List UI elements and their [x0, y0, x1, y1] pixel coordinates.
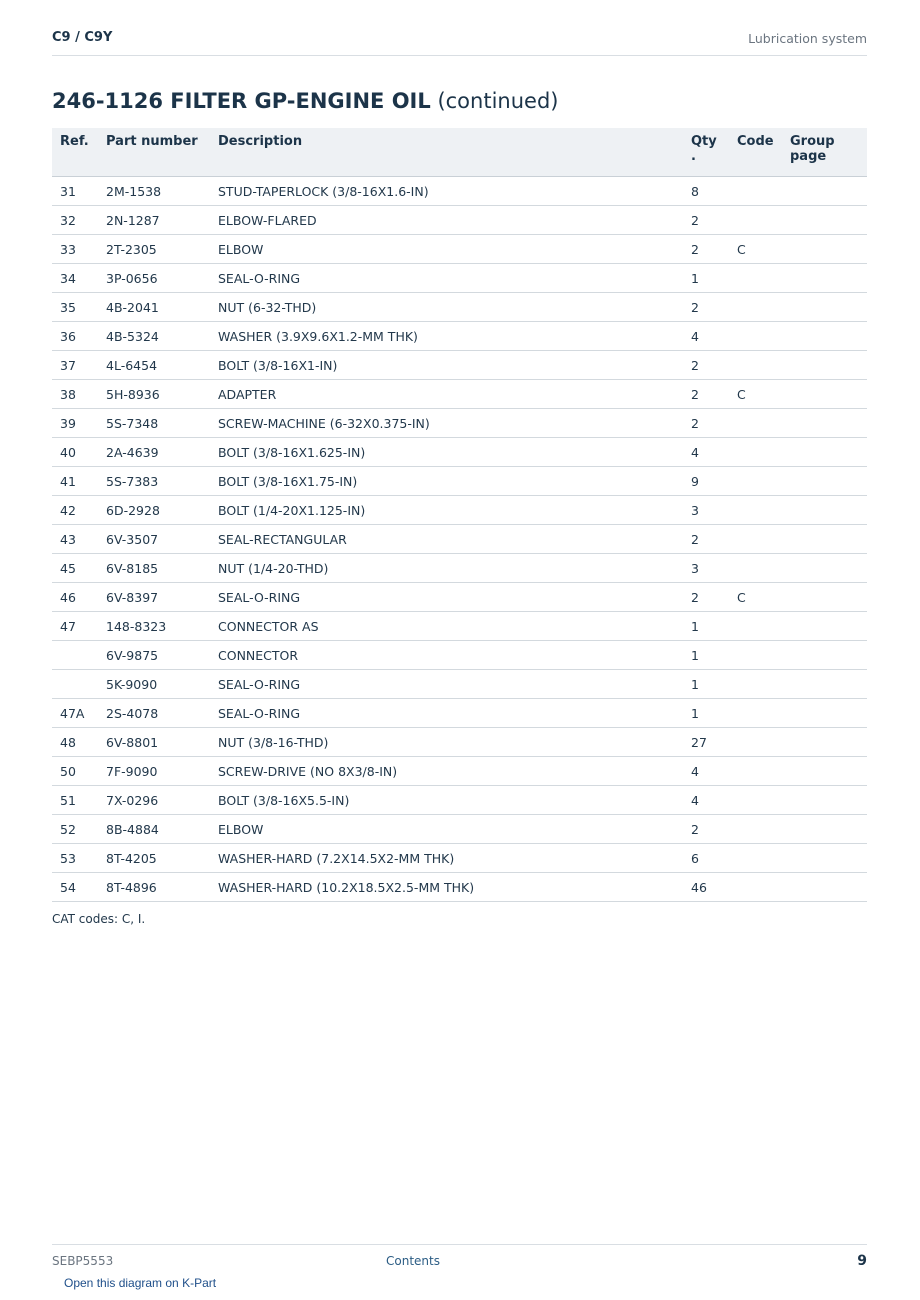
part-number-cell: 8T-4205: [98, 844, 210, 873]
part-number-cell: 5H-8936: [98, 380, 210, 409]
code-cell: [729, 612, 782, 641]
group-page-cell: [782, 351, 867, 380]
group-page-cell: [782, 641, 867, 670]
code-cell: [729, 409, 782, 438]
page-title: [52, 89, 558, 113]
table-row: [52, 351, 867, 380]
group-page-cell: [782, 612, 867, 641]
part-number-cell: 148-8323: [98, 612, 210, 641]
qty-cell: 1: [683, 699, 729, 728]
code-cell: [729, 438, 782, 467]
contents-link[interactable]: Contents: [386, 1254, 440, 1268]
table-row: [52, 438, 867, 467]
table-row: [52, 699, 867, 728]
part-number-cell: 6D-2928: [98, 496, 210, 525]
table-row: [52, 177, 867, 206]
code-cell: [729, 844, 782, 873]
ref-cell: 52: [52, 815, 98, 844]
table-row: [52, 612, 867, 641]
group-page-cell: [782, 670, 867, 699]
group-page-cell: [782, 815, 867, 844]
description-cell: CONNECTOR AS: [210, 612, 683, 641]
qty-cell: 2: [683, 409, 729, 438]
group-page-cell: [782, 177, 867, 206]
table-row: [52, 496, 867, 525]
code-cell: [729, 351, 782, 380]
group-page-cell: [782, 583, 867, 612]
qty-cell: 46: [683, 873, 729, 902]
code-cell: [729, 467, 782, 496]
code-cell: [729, 206, 782, 235]
table-row: [52, 467, 867, 496]
group-page-cell: [782, 438, 867, 467]
part-number-cell: 6V-8185: [98, 554, 210, 583]
ref-cell: 41: [52, 467, 98, 496]
code-cell: [729, 554, 782, 583]
part-number-cell: 2M-1538: [98, 177, 210, 206]
description-cell: ELBOW-FLARED: [210, 206, 683, 235]
qty-cell: 3: [683, 554, 729, 583]
code-cell: [729, 670, 782, 699]
description-cell: NUT (6-32-THD): [210, 293, 683, 322]
group-page-cell: [782, 525, 867, 554]
ref-cell: 39: [52, 409, 98, 438]
group-page-cell: [782, 786, 867, 815]
part-number-cell: 7F-9090: [98, 757, 210, 786]
qty-cell: 2: [683, 351, 729, 380]
ref-cell: 32: [52, 206, 98, 235]
description-cell: BOLT (3/8-16X1.75-IN): [210, 467, 683, 496]
table-row: [52, 583, 867, 612]
section-label: Lubrication system: [748, 31, 867, 46]
column-header-ref: Ref.: [52, 128, 98, 177]
description-cell: BOLT (3/8-16X1-IN): [210, 351, 683, 380]
group-page-cell: [782, 235, 867, 264]
description-cell: SEAL-RECTANGULAR: [210, 525, 683, 554]
table-row: [52, 815, 867, 844]
qty-cell: 3: [683, 496, 729, 525]
description-cell: ELBOW: [210, 235, 683, 264]
qty-cell: 2: [683, 380, 729, 409]
group-page-cell: [782, 409, 867, 438]
part-number-cell: 7X-0296: [98, 786, 210, 815]
table-row: [52, 525, 867, 554]
table-row: [52, 409, 867, 438]
code-cell: [729, 757, 782, 786]
qty-cell: 9: [683, 467, 729, 496]
part-number-cell: 5S-7383: [98, 467, 210, 496]
description-cell: ADAPTER: [210, 380, 683, 409]
table-row: [52, 641, 867, 670]
part-number-cell: 6V-8801: [98, 728, 210, 757]
part-number-cell: 4L-6454: [98, 351, 210, 380]
ref-cell: 40: [52, 438, 98, 467]
table-row: [52, 844, 867, 873]
ref-cell: [52, 641, 98, 670]
code-cell: [729, 177, 782, 206]
description-cell: WASHER (3.9X9.6X1.2-MM THK): [210, 322, 683, 351]
group-page-cell: [782, 699, 867, 728]
group-page-cell: [782, 496, 867, 525]
qty-cell: 4: [683, 786, 729, 815]
table-row: [52, 235, 867, 264]
description-cell: NUT (1/4-20-THD): [210, 554, 683, 583]
code-cell: C: [729, 380, 782, 409]
document-id: SEBP5553: [52, 1254, 114, 1268]
description-cell: BOLT (1/4-20X1.125-IN): [210, 496, 683, 525]
table-header-row: [52, 128, 867, 177]
column-header-group-page: Group page: [782, 128, 867, 177]
part-number-cell: 6V-8397: [98, 583, 210, 612]
ref-cell: 43: [52, 525, 98, 554]
part-number-cell: 5S-7348: [98, 409, 210, 438]
group-page-cell: [782, 467, 867, 496]
ref-cell: 54: [52, 873, 98, 902]
qty-cell: 2: [683, 235, 729, 264]
column-header-code: Code: [729, 128, 782, 177]
ref-cell: 51: [52, 786, 98, 815]
ref-cell: 46: [52, 583, 98, 612]
parts-table-body: [52, 177, 867, 902]
group-page-cell: [782, 264, 867, 293]
description-cell: NUT (3/8-16-THD): [210, 728, 683, 757]
cat-codes-note: CAT codes: C, I.: [52, 912, 146, 926]
part-number-cell: 4B-5324: [98, 322, 210, 351]
part-number-cell: 2T-2305: [98, 235, 210, 264]
part-number-cell: 8B-4884: [98, 815, 210, 844]
description-cell: SEAL-O-RING: [210, 670, 683, 699]
part-number-cell: 6V-3507: [98, 525, 210, 554]
code-cell: [729, 699, 782, 728]
column-header-part-number: Part number: [98, 128, 210, 177]
table-row: [52, 670, 867, 699]
qty-cell: 6: [683, 844, 729, 873]
column-header-description: Description: [210, 128, 683, 177]
table-row: [52, 728, 867, 757]
table-row: [52, 206, 867, 235]
group-page-cell: [782, 206, 867, 235]
description-cell: SEAL-O-RING: [210, 264, 683, 293]
description-cell: SEAL-O-RING: [210, 583, 683, 612]
page-header: [52, 28, 867, 56]
code-cell: [729, 264, 782, 293]
code-cell: [729, 815, 782, 844]
description-cell: STUD-TAPERLOCK (3/8-16X1.6-IN): [210, 177, 683, 206]
code-cell: C: [729, 235, 782, 264]
group-page-cell: [782, 380, 867, 409]
code-cell: C: [729, 583, 782, 612]
kpart-link[interactable]: Open this diagram on K-Part: [64, 1276, 217, 1290]
code-cell: [729, 873, 782, 902]
table-row: [52, 757, 867, 786]
qty-cell: 1: [683, 264, 729, 293]
part-number-cell: 2N-1287: [98, 206, 210, 235]
table-row: [52, 293, 867, 322]
qty-cell: 4: [683, 438, 729, 467]
table-row: [52, 873, 867, 902]
qty-cell: 1: [683, 612, 729, 641]
qty-cell: 2: [683, 815, 729, 844]
page-footer: [52, 1244, 867, 1275]
qty-cell: 2: [683, 525, 729, 554]
part-number-cell: 5K-9090: [98, 670, 210, 699]
code-cell: [729, 728, 782, 757]
description-cell: SEAL-O-RING: [210, 699, 683, 728]
qty-cell: 2: [683, 293, 729, 322]
code-cell: [729, 786, 782, 815]
description-cell: WASHER-HARD (10.2X18.5X2.5-MM THK): [210, 873, 683, 902]
ref-cell: 31: [52, 177, 98, 206]
group-page-cell: [782, 554, 867, 583]
ref-cell: 37: [52, 351, 98, 380]
ref-cell: 36: [52, 322, 98, 351]
parts-table: [52, 128, 867, 902]
table-row: [52, 264, 867, 293]
ref-cell: 34: [52, 264, 98, 293]
qty-cell: 1: [683, 670, 729, 699]
code-cell: [729, 293, 782, 322]
part-number-cell: 4B-2041: [98, 293, 210, 322]
ref-cell: 35: [52, 293, 98, 322]
code-cell: [729, 322, 782, 351]
qty-cell: 2: [683, 206, 729, 235]
group-page-cell: [782, 757, 867, 786]
qty-cell: 4: [683, 757, 729, 786]
table-row: [52, 380, 867, 409]
part-number-cell: 3P-0656: [98, 264, 210, 293]
table-row: [52, 786, 867, 815]
code-cell: [729, 641, 782, 670]
qty-cell: 27: [683, 728, 729, 757]
table-row: [52, 322, 867, 351]
qty-cell: 4: [683, 322, 729, 351]
description-cell: BOLT (3/8-16X5.5-IN): [210, 786, 683, 815]
ref-cell: 38: [52, 380, 98, 409]
part-number-cell: 6V-9875: [98, 641, 210, 670]
column-header-qty: Qty .: [683, 128, 729, 177]
group-page-cell: [782, 322, 867, 351]
table-row: [52, 554, 867, 583]
description-cell: BOLT (3/8-16X1.625-IN): [210, 438, 683, 467]
page-number: 9: [857, 1253, 867, 1269]
qty-cell: 1: [683, 641, 729, 670]
description-cell: SCREW-MACHINE (6-32X0.375-IN): [210, 409, 683, 438]
ref-cell: 50: [52, 757, 98, 786]
code-cell: [729, 525, 782, 554]
group-page-cell: [782, 873, 867, 902]
ref-cell: 45: [52, 554, 98, 583]
description-cell: CONNECTOR: [210, 641, 683, 670]
group-page-cell: [782, 844, 867, 873]
description-cell: ELBOW: [210, 815, 683, 844]
title-suffix: (continued): [437, 89, 559, 113]
part-number-cell: 2A-4639: [98, 438, 210, 467]
part-number-cell: 8T-4896: [98, 873, 210, 902]
description-cell: WASHER-HARD (7.2X14.5X2-MM THK): [210, 844, 683, 873]
group-page-cell: [782, 293, 867, 322]
qty-cell: 2: [683, 583, 729, 612]
ref-cell: 47A: [52, 699, 98, 728]
ref-cell: [52, 670, 98, 699]
ref-cell: 47: [52, 612, 98, 641]
code-cell: [729, 496, 782, 525]
part-number-cell: 2S-4078: [98, 699, 210, 728]
ref-cell: 48: [52, 728, 98, 757]
group-page-cell: [782, 728, 867, 757]
ref-cell: 33: [52, 235, 98, 264]
model-label: C9 / C9Y: [52, 30, 113, 45]
title-main: 246-1126 FILTER GP-ENGINE OIL: [52, 89, 431, 113]
ref-cell: 53: [52, 844, 98, 873]
description-cell: SCREW-DRIVE (NO 8X3/8-IN): [210, 757, 683, 786]
qty-cell: 8: [683, 177, 729, 206]
ref-cell: 42: [52, 496, 98, 525]
